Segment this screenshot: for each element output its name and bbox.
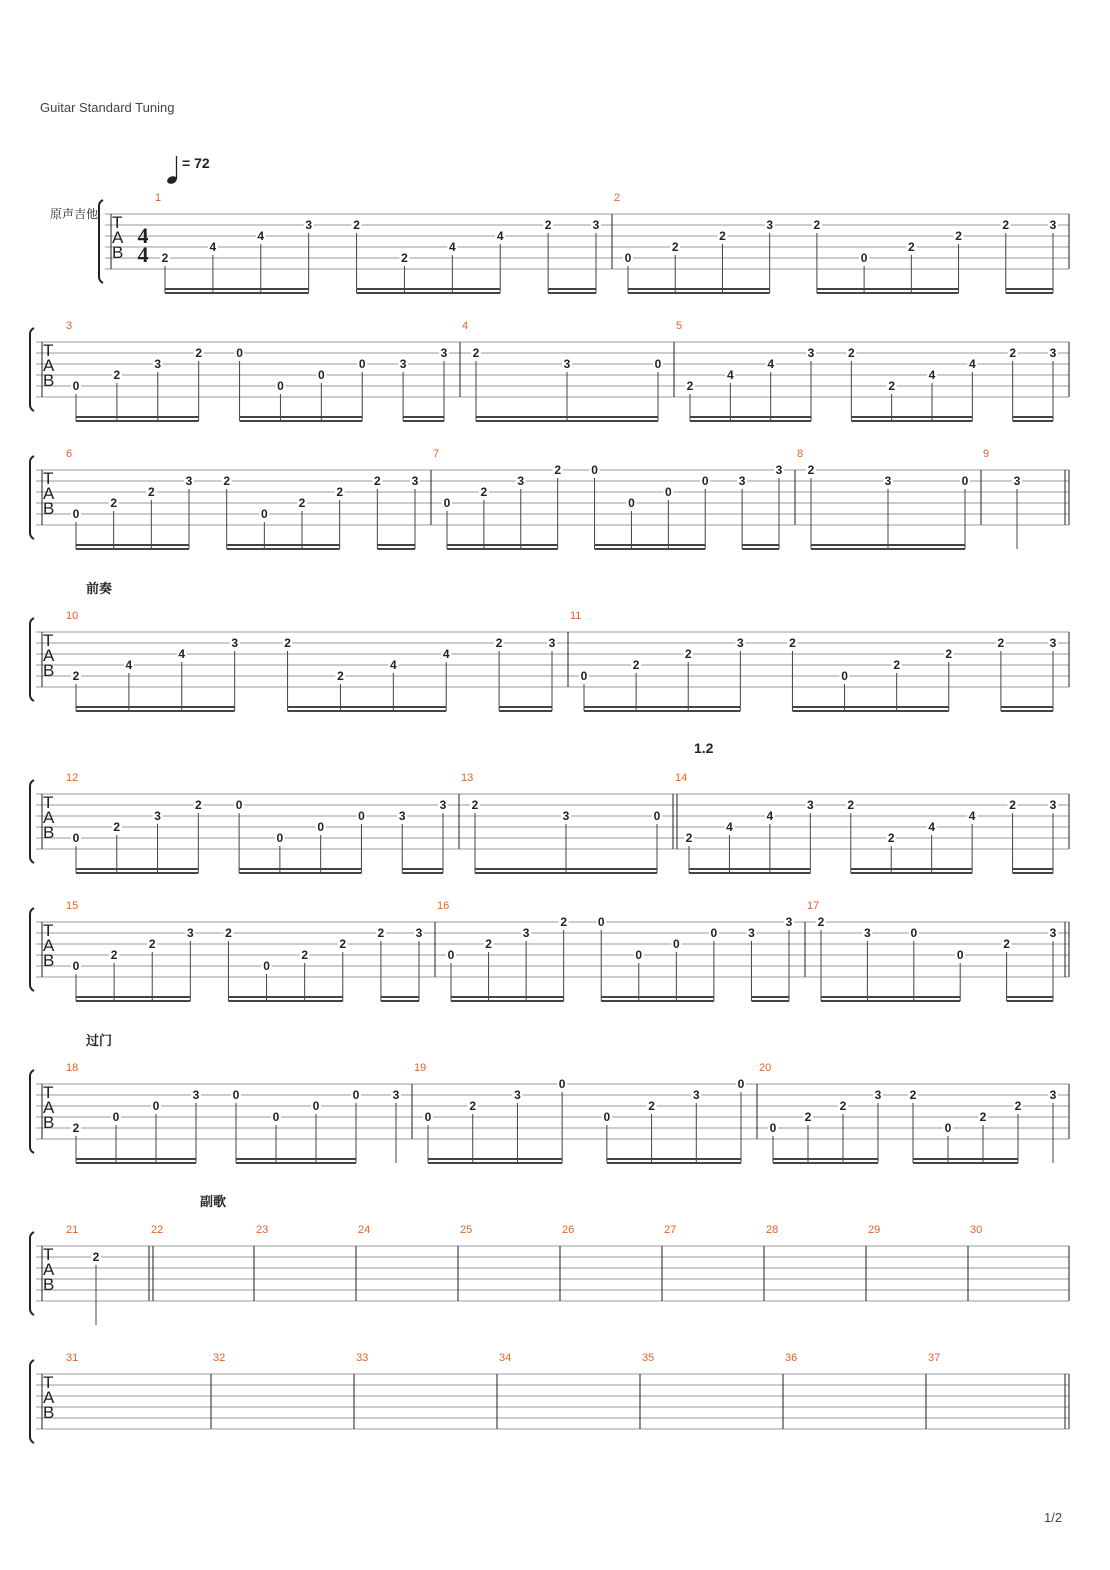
fret-number: 2	[1009, 798, 1016, 812]
tab-clef-letter: A	[43, 1388, 55, 1407]
fret-number: 2	[684, 647, 692, 661]
fret-number: 3	[738, 474, 746, 488]
section-label-transition: 过门	[86, 1033, 113, 1048]
measure-number: 19	[414, 1062, 427, 1074]
fret-number: 3	[548, 636, 556, 650]
time-signature-top: 4	[137, 223, 149, 248]
fret-number: 3	[154, 809, 161, 823]
fret-number: 0	[276, 831, 284, 845]
measure-number: 28	[766, 1224, 779, 1236]
fret-number: 0	[580, 669, 588, 683]
fret-number: 0	[737, 1077, 745, 1091]
fret-number: 3	[775, 463, 783, 477]
measure-number: 14	[675, 772, 688, 784]
fret-number: 0	[260, 507, 268, 521]
fret-number: 3	[1049, 218, 1057, 232]
measure-number: 16	[437, 900, 450, 912]
fret-number: 3	[522, 926, 530, 940]
tab-clef-letter: B	[43, 1113, 55, 1132]
system-bracket	[30, 328, 34, 411]
measure-number: 4	[462, 320, 469, 332]
fret-number: 3	[692, 1088, 700, 1102]
fret-number: 2	[110, 948, 118, 962]
fret-number: 0	[72, 379, 80, 393]
tab-clef-letter: T	[43, 921, 54, 940]
measure-number: 18	[66, 1062, 79, 1074]
tempo-value: = 72	[182, 155, 210, 171]
fret-number: 2	[373, 474, 381, 488]
fret-number: 2	[471, 798, 479, 812]
system-bracket	[30, 780, 34, 863]
fret-number: 0	[944, 1121, 952, 1135]
fret-number: 2	[92, 1250, 100, 1264]
fret-number: 2	[1003, 937, 1010, 951]
fret-number: 0	[236, 346, 243, 360]
tab-clef-letter: A	[43, 936, 55, 955]
fret-number: 2	[1002, 218, 1010, 232]
fret-number: 4	[496, 229, 504, 243]
measure-number: 15	[66, 900, 79, 912]
fret-number: 0	[424, 1110, 432, 1124]
fret-number: 0	[664, 485, 672, 499]
fret-number: 0	[860, 251, 868, 265]
fret-number: 3	[562, 809, 570, 823]
system-bracket	[30, 1232, 34, 1315]
fret-number: 3	[1049, 1088, 1057, 1102]
fret-number: 3	[514, 1088, 521, 1102]
fret-number: 3	[415, 926, 423, 940]
system-bracket	[30, 1070, 34, 1153]
fret-number: 4	[767, 357, 775, 371]
fret-number: 0	[72, 831, 80, 845]
measure-number: 33	[356, 1352, 369, 1364]
fret-number: 3	[1049, 798, 1057, 812]
measure-number: 17	[807, 900, 820, 912]
fret-number: 0	[591, 463, 598, 477]
measure-number: 36	[785, 1352, 798, 1364]
fret-number: 4	[178, 647, 186, 661]
fret-number: 0	[956, 948, 964, 962]
fret-number: 3	[1049, 636, 1057, 650]
fret-number: 3	[766, 218, 774, 232]
measure-number: 3	[66, 320, 73, 332]
fret-number: 2	[353, 218, 360, 232]
fret-number: 2	[401, 251, 408, 265]
fret-number: 0	[317, 368, 325, 382]
fret-number: 4	[968, 809, 976, 823]
fret-number: 2	[147, 485, 155, 499]
fret-number: 2	[1009, 346, 1017, 360]
fret-number: 2	[685, 831, 693, 845]
fret-number: 4	[726, 820, 733, 834]
fret-number: 2	[301, 948, 309, 962]
measure-number: 7	[433, 448, 440, 460]
fret-number: 0	[597, 915, 605, 929]
tab-clef-letter: B	[43, 823, 55, 842]
fret-number: 2	[817, 915, 825, 929]
measure-number: 27	[664, 1224, 677, 1236]
fret-number: 3	[884, 474, 892, 488]
fret-number: 4	[125, 658, 133, 672]
fret-number: 2	[472, 346, 480, 360]
fret-number: 2	[194, 798, 202, 812]
fret-number: 0	[443, 496, 451, 510]
tab-clef-letter: B	[43, 661, 55, 680]
volta-ending-label: 1.2	[694, 740, 714, 756]
fret-number: 3	[517, 474, 525, 488]
fret-number: 2	[336, 485, 344, 499]
fret-number: 2	[480, 485, 488, 499]
fret-number: 2	[469, 1099, 477, 1113]
fret-number: 0	[654, 357, 662, 371]
fret-number: 3	[392, 1088, 400, 1102]
instrument-name: 原声吉他	[50, 207, 99, 221]
fret-number: 2	[72, 669, 80, 683]
system-bracket	[30, 456, 34, 539]
tab-clef-letter: A	[43, 356, 55, 375]
fret-number: 4	[968, 357, 976, 371]
fret-number: 2	[1014, 1099, 1022, 1113]
measure-number: 6	[66, 448, 73, 460]
fret-number: 3	[185, 474, 193, 488]
measure-number: 10	[66, 610, 79, 622]
fret-number: 0	[352, 1088, 360, 1102]
tab-clef-letter: A	[43, 808, 55, 827]
fret-number: 2	[148, 937, 156, 951]
system-bracket	[99, 200, 103, 283]
fret-number: 2	[907, 240, 915, 254]
tab-clef-letter: T	[43, 1373, 54, 1392]
fret-number: 3	[305, 218, 313, 232]
fret-number: 2	[485, 937, 492, 951]
fret-number: 3	[186, 926, 194, 940]
fret-number: 2	[945, 647, 953, 661]
fret-number: 2	[298, 496, 306, 510]
fret-number: 3	[411, 474, 419, 488]
fret-number: 2	[887, 831, 895, 845]
measure-number: 23	[256, 1224, 269, 1236]
fret-number: 0	[72, 959, 80, 973]
measure-number: 22	[151, 1224, 164, 1236]
fret-number: 2	[847, 798, 855, 812]
fret-number: 2	[888, 379, 896, 393]
measure-number: 31	[66, 1352, 79, 1364]
fret-number: 3	[192, 1088, 200, 1102]
fret-number: 0	[317, 820, 325, 834]
fret-number: 2	[789, 636, 796, 650]
tab-clef-letter: B	[43, 1403, 55, 1422]
fret-number: 4	[928, 368, 936, 382]
tab-clef-letter: T	[43, 469, 54, 488]
fret-number: 2	[339, 937, 347, 951]
fret-number: 0	[277, 379, 284, 393]
measure-number: 20	[759, 1062, 772, 1074]
section-label-chorus: 副歌	[200, 1194, 227, 1209]
fret-number: 0	[672, 937, 680, 951]
fret-number: 3	[807, 346, 815, 360]
fret-number: 3	[806, 798, 814, 812]
measure-number: 26	[562, 1224, 575, 1236]
fret-number: 3	[864, 926, 871, 940]
fret-number: 2	[223, 474, 231, 488]
measure-number: 8	[797, 448, 804, 460]
fret-number: 3	[399, 357, 407, 371]
fret-number: 3	[154, 357, 162, 371]
tab-clef-letter: A	[43, 646, 55, 665]
fret-number: 2	[719, 229, 726, 243]
measure-number: 11	[570, 610, 582, 622]
fret-number: 2	[807, 463, 815, 477]
tab-clef-letter: A	[43, 1098, 55, 1117]
fret-number: 0	[72, 507, 80, 521]
fret-number: 3	[1049, 346, 1057, 360]
fret-number: 2	[113, 368, 121, 382]
tab-clef-letter: A	[43, 1260, 55, 1279]
fret-number: 0	[232, 1088, 240, 1102]
fret-number: 2	[195, 346, 203, 360]
fret-number: 3	[736, 636, 744, 650]
section-label-intro: 前奏	[86, 581, 113, 596]
fret-number: 3	[563, 357, 571, 371]
fret-number: 2	[979, 1110, 987, 1124]
measure-number: 32	[213, 1352, 226, 1364]
page-number: 1/2	[1044, 1510, 1063, 1525]
tab-clef-letter: T	[43, 1083, 54, 1102]
fret-number: 2	[554, 463, 562, 477]
tab-clef-letter: B	[43, 371, 55, 390]
fret-number: 2	[893, 658, 901, 672]
measure-number: 24	[358, 1224, 371, 1236]
measure-number: 13	[461, 772, 474, 784]
fret-number: 0	[358, 357, 366, 371]
fret-number: 0	[235, 798, 243, 812]
fret-number: 2	[495, 636, 503, 650]
fret-number: 4	[442, 647, 450, 661]
measure-number: 29	[868, 1224, 881, 1236]
fret-number: 0	[910, 926, 918, 940]
fret-number: 2	[337, 669, 344, 683]
measure-number: 35	[642, 1352, 655, 1364]
fret-number: 2	[225, 926, 232, 940]
tab-clef-letter: T	[112, 213, 123, 232]
tuning-label: Guitar Standard Tuning	[40, 100, 175, 115]
fret-number: 2	[632, 658, 640, 672]
tab-clef-letter: B	[43, 499, 55, 518]
measure-number: 34	[499, 1352, 512, 1364]
fret-number: 2	[161, 251, 169, 265]
fret-number: 0	[558, 1077, 566, 1091]
fret-number: 0	[112, 1110, 120, 1124]
measure-number: 21	[66, 1224, 79, 1236]
system-bracket	[30, 1360, 34, 1443]
fret-number: 2	[648, 1099, 655, 1113]
tab-clef-letter: B	[43, 1275, 55, 1294]
fret-number: 2	[909, 1088, 917, 1102]
fret-number: 0	[653, 809, 661, 823]
fret-number: 0	[358, 809, 365, 823]
fret-number: 3	[398, 809, 406, 823]
fret-number: 3	[748, 926, 755, 940]
measure-number: 5	[676, 320, 683, 332]
measure-number: 12	[66, 772, 79, 784]
fret-number: 4	[448, 240, 456, 254]
fret-number: 2	[284, 636, 291, 650]
system-bracket	[30, 908, 34, 991]
fret-number: 2	[110, 496, 118, 510]
fret-number: 4	[726, 368, 734, 382]
fret-number: 3	[1013, 474, 1021, 488]
fret-number: 2	[847, 346, 855, 360]
tab-clef-letter: A	[43, 484, 55, 503]
fret-number: 3	[785, 915, 793, 929]
fret-number: 3	[439, 798, 447, 812]
measure-number: 25	[460, 1224, 473, 1236]
measure-number: 9	[983, 448, 990, 460]
fret-number: 4	[766, 809, 774, 823]
fret-number: 3	[874, 1088, 882, 1102]
fret-number: 0	[769, 1121, 777, 1135]
tab-clef-letter: T	[43, 631, 54, 650]
fret-number: 4	[389, 658, 397, 672]
fret-number: 2	[560, 915, 568, 929]
fret-number: 2	[671, 240, 679, 254]
fret-number: 2	[113, 820, 121, 834]
fret-number: 0	[635, 948, 643, 962]
fret-number: 2	[686, 379, 694, 393]
fret-number: 0	[603, 1110, 611, 1124]
fret-number: 3	[592, 218, 600, 232]
tab-clef-letter: B	[43, 951, 55, 970]
fret-number: 4	[257, 229, 265, 243]
tab-clef-letter: T	[43, 1245, 54, 1264]
tab-clef-letter: T	[43, 341, 54, 360]
fret-number: 2	[839, 1099, 847, 1113]
measure-number: 1	[155, 192, 162, 204]
measure-number: 37	[928, 1352, 941, 1364]
fret-number: 2	[377, 926, 385, 940]
fret-number: 2	[997, 636, 1005, 650]
tab-clef-letter: B	[112, 243, 124, 262]
fret-number: 2	[544, 218, 552, 232]
fret-number: 2	[813, 218, 821, 232]
fret-number: 0	[841, 669, 848, 683]
time-signature-bottom: 4	[137, 242, 149, 267]
fret-number: 0	[447, 948, 455, 962]
fret-number: 0	[628, 496, 635, 510]
measure-number: 2	[614, 192, 621, 204]
fret-number: 0	[272, 1110, 280, 1124]
fret-number: 4	[928, 820, 936, 834]
fret-number: 0	[152, 1099, 160, 1113]
fret-number: 0	[961, 474, 969, 488]
system-bracket	[30, 618, 34, 701]
tab-clef-letter: T	[43, 793, 54, 812]
fret-number: 3	[231, 636, 239, 650]
tab-clef-letter: A	[112, 228, 124, 247]
fret-number: 0	[701, 474, 709, 488]
fret-number: 0	[710, 926, 718, 940]
fret-number: 2	[804, 1110, 812, 1124]
fret-number: 3	[440, 346, 448, 360]
fret-number: 0	[263, 959, 270, 973]
measure-number: 30	[970, 1224, 983, 1236]
fret-number: 0	[312, 1099, 320, 1113]
fret-number: 2	[72, 1121, 80, 1135]
fret-number: 2	[955, 229, 962, 243]
fret-number: 0	[624, 251, 632, 265]
fret-number: 3	[1049, 926, 1057, 940]
fret-number: 4	[209, 240, 217, 254]
